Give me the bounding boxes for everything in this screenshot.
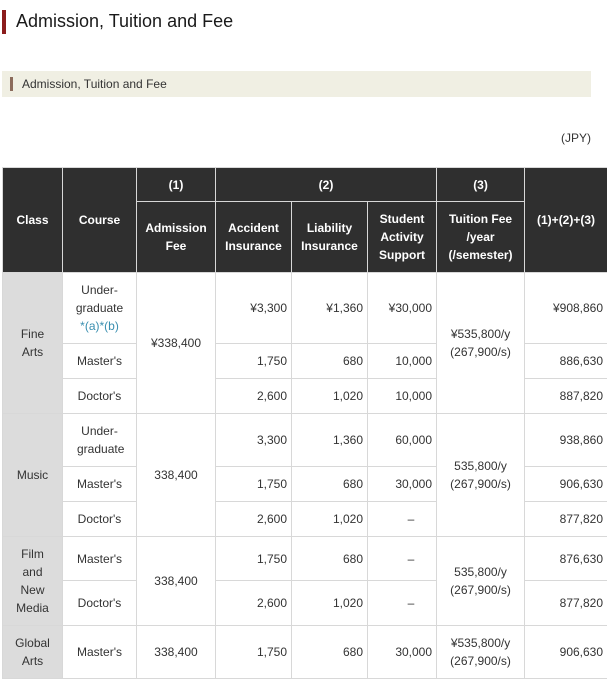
tuition-cell <box>437 273 525 414</box>
tuition-cell <box>437 414 525 537</box>
header-admission-fee: Admission Fee <box>137 202 216 273</box>
tuition-semester: (267,900/s) <box>450 654 511 668</box>
class-film-new-media: Film and New Media <box>3 537 63 626</box>
accident-cell: 3,300 <box>216 414 292 467</box>
course-cell: Under-graduate <box>63 414 137 467</box>
table-row <box>3 273 607 344</box>
activity-cell: – <box>368 537 437 581</box>
header-tuition-fee <box>437 202 525 273</box>
course-cell: Master's <box>63 537 137 581</box>
accident-cell: 2,600 <box>216 581 292 626</box>
total-cell: 877,820 <box>525 502 607 537</box>
liability-cell: 680 <box>292 344 368 379</box>
header-tuition-line-3: (/semester) <box>448 248 513 262</box>
liability-cell: 680 <box>292 467 368 502</box>
fee-table <box>2 167 607 679</box>
tuition-year: 535,800/y <box>454 565 507 579</box>
header-group-1: (1) <box>137 168 216 202</box>
header-student-activity-support: Student Activity Support <box>368 202 437 273</box>
class-fine-arts: Fine Arts <box>3 273 63 414</box>
liability-cell: 1,360 <box>292 414 368 467</box>
section-header <box>2 71 591 97</box>
table-row <box>3 626 607 679</box>
tuition-semester: (267,900/s) <box>450 345 511 359</box>
activity-cell: 60,000 <box>368 414 437 467</box>
admission-fee-cell: 338,400 <box>137 414 216 537</box>
currency-note: (JPY) <box>561 131 591 145</box>
activity-cell: 30,000 <box>368 467 437 502</box>
class-music: Music <box>3 414 63 537</box>
accident-cell: 2,600 <box>216 502 292 537</box>
table-row <box>3 537 607 581</box>
course-cell: Doctor's <box>63 379 137 414</box>
total-cell: 877,820 <box>525 581 607 626</box>
tuition-semester: (267,900/s) <box>450 583 511 597</box>
admission-fee-cell: ¥338,400 <box>137 273 216 414</box>
liability-cell: 1,020 <box>292 379 368 414</box>
header-class: Class <box>3 168 63 273</box>
activity-cell: ¥30,000 <box>368 273 437 344</box>
accident-cell: ¥3,300 <box>216 273 292 344</box>
total-cell: ¥908,860 <box>525 273 607 344</box>
total-cell: 938,860 <box>525 414 607 467</box>
course-cell: Doctor's <box>63 502 137 537</box>
activity-cell: 10,000 <box>368 379 437 414</box>
tuition-year: 535,800/y <box>454 459 507 473</box>
course-cell: Master's <box>63 626 137 679</box>
liability-cell: 1,020 <box>292 502 368 537</box>
accident-cell: 1,750 <box>216 467 292 502</box>
total-cell: 876,630 <box>525 537 607 581</box>
header-group-3: (3) <box>437 168 525 202</box>
admission-fee-cell: 338,400 <box>137 537 216 626</box>
total-cell: 887,820 <box>525 379 607 414</box>
activity-cell: – <box>368 502 437 537</box>
accident-cell: 1,750 <box>216 344 292 379</box>
activity-cell: 30,000 <box>368 626 437 679</box>
page-title: Admission, Tuition and Fee <box>2 10 233 34</box>
tuition-cell <box>437 626 525 679</box>
header-tuition-line-1: Tuition Fee <box>448 212 513 226</box>
header-group-2: (2) <box>216 168 437 202</box>
activity-cell: – <box>368 581 437 626</box>
course-cell: Master's <box>63 344 137 379</box>
liability-cell: 680 <box>292 626 368 679</box>
tuition-year: ¥535,800/y <box>450 636 511 650</box>
tuition-semester: (267,900/s) <box>450 477 511 491</box>
section-marker <box>10 77 13 91</box>
class-global-arts: Global Arts <box>3 626 63 679</box>
total-cell: 906,630 <box>525 467 607 502</box>
total-cell: 886,630 <box>525 344 607 379</box>
accident-cell: 1,750 <box>216 537 292 581</box>
liability-cell: 680 <box>292 537 368 581</box>
header-accident-insurance: Accident Insurance <box>216 202 292 273</box>
header-liability-insurance: Liability Insurance <box>292 202 368 273</box>
admission-fee-cell: 338,400 <box>137 626 216 679</box>
course-cell <box>63 273 137 344</box>
activity-cell: 10,000 <box>368 344 437 379</box>
total-cell: 906,630 <box>525 626 607 679</box>
header-tuition-line-2: /year <box>466 230 495 244</box>
accident-cell: 1,750 <box>216 626 292 679</box>
liability-cell: 1,020 <box>292 581 368 626</box>
accident-cell: 2,600 <box>216 379 292 414</box>
section-title: Admission, Tuition and Fee <box>22 77 167 91</box>
liability-cell: ¥1,360 <box>292 273 368 344</box>
course-note: *(a)*(b) <box>80 319 119 333</box>
tuition-cell <box>437 537 525 626</box>
header-course: Course <box>63 168 137 273</box>
course-cell: Doctor's <box>63 581 137 626</box>
header-total: (1)+(2)+(3) <box>525 168 607 273</box>
course-cell: Master's <box>63 467 137 502</box>
course-label: Under-graduate <box>75 283 124 315</box>
table-row <box>3 414 607 467</box>
tuition-year: ¥535,800/y <box>450 327 511 341</box>
